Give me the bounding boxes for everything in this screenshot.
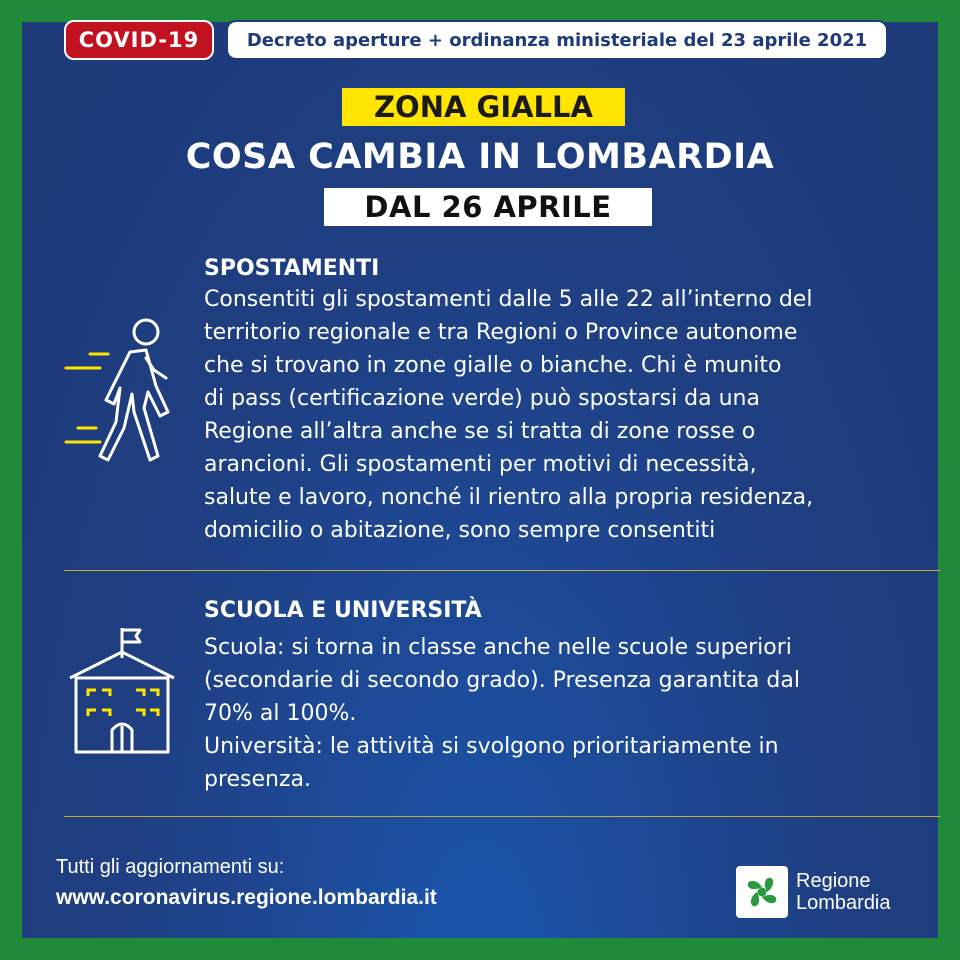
section-divider	[64, 816, 940, 817]
regione-lombardia-logo-icon	[736, 866, 788, 918]
school-building-icon	[66, 622, 178, 756]
section-body-scuola: Scuola: si torna in classe anche nelle scuole superiori (secondarie di secondo grado). Presenza garantita dal 70% al 100%. Università: le attività si svolgono prioritariamente in presenza.	[204, 635, 800, 792]
footer-url-link[interactable]: www.coronavirus.regione.lombardia.it	[56, 886, 437, 909]
zone-badge: ZONA GIALLA	[342, 88, 625, 126]
covid-badge: COVID-19	[64, 20, 214, 60]
decree-banner: Decreto aperture + ordinanza ministeriale del 23 aprile 2021	[226, 20, 888, 60]
section-body-spostamenti: Consentiti gli spostamenti dalle 5 alle 22 all’interno del territorio regionale e tra Regioni o Province autonome che si trovano in zone gialle o bianche. Chi è munito di pass (certificazione verde) può spostarsi da una Regione all’altra anche se si tratta di zone rosse o arancioni. Gli spostamenti per motivi di necessità, salute e lavoro, nonché il rientro alla propria residenza, domicilio o abitazione, sono sempre consentiti	[204, 287, 814, 543]
section-title-scuola: SCUOLA E UNIVERSITÀ	[204, 598, 482, 623]
page-title: COSA CAMBIA IN LOMBARDIA	[185, 137, 775, 177]
logo-line-lombardia: Lombardia	[796, 892, 891, 914]
date-badge: DAL 26 APRILE	[324, 188, 652, 226]
regione-lombardia-logo-text	[796, 870, 891, 914]
walking-person-icon	[60, 316, 180, 466]
section-title-spostamenti: SPOSTAMENTI	[204, 256, 380, 281]
logo-line-regione: Regione	[796, 870, 871, 892]
section-divider	[64, 570, 940, 571]
footer-updates-label: Tutti gli aggiornamenti su:	[56, 856, 285, 878]
